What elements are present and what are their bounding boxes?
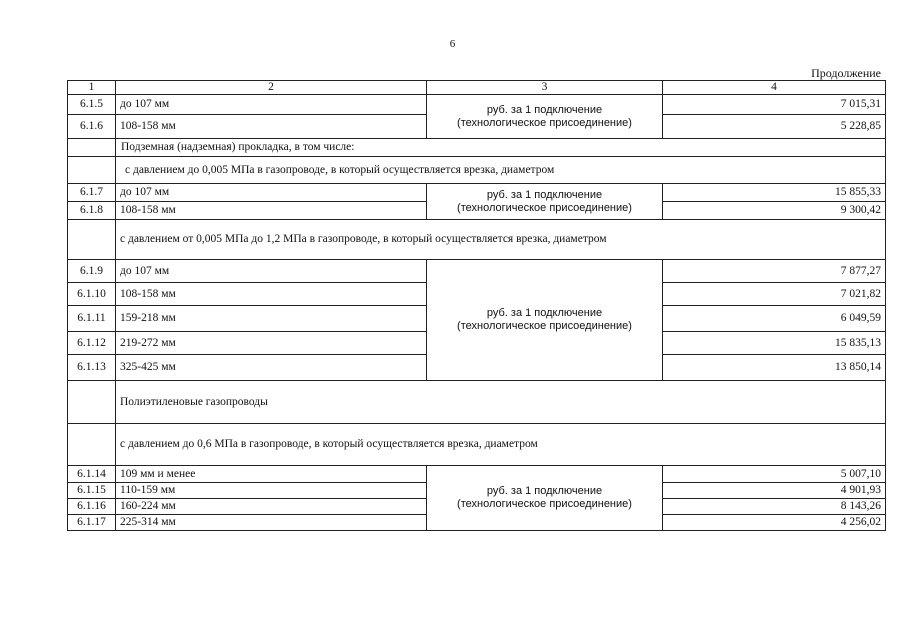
table-row bbox=[68, 95, 886, 115]
column-header-1: 1 bbox=[68, 81, 116, 95]
item-description: 110-159 мм bbox=[116, 483, 427, 499]
item-description: 325-425 мм bbox=[116, 355, 427, 381]
item-number: 6.1.17 bbox=[68, 515, 116, 531]
unit-cell bbox=[427, 260, 663, 381]
section-heading: Полиэтиленовые газопроводы bbox=[116, 381, 886, 424]
item-value: 7 021,82 bbox=[663, 283, 886, 306]
item-value: 8 143,26 bbox=[663, 499, 886, 515]
unit-cell bbox=[427, 95, 663, 139]
item-value: 4 901,93 bbox=[663, 483, 886, 499]
item-number: 6.1.10 bbox=[68, 283, 116, 306]
item-number: 6.1.15 bbox=[68, 483, 116, 499]
column-header-row bbox=[68, 81, 886, 95]
item-value: 15 835,13 bbox=[663, 332, 886, 355]
item-number: 6.1.7 bbox=[68, 184, 116, 202]
unit-line-2: (технологическое присоединение) bbox=[457, 201, 632, 214]
subsection-heading: с давлением до 0,6 МПа в газопроводе, в который осуществляется врезка, диаметром bbox=[116, 424, 886, 466]
item-value: 7 015,31 bbox=[663, 95, 886, 115]
item-number: 6.1.12 bbox=[68, 332, 116, 355]
unit-line-1: руб. за 1 подключение bbox=[486, 103, 603, 116]
tariff-table bbox=[67, 80, 886, 531]
unit-line-1: руб. за 1 подключение bbox=[486, 188, 603, 201]
item-number: 6.1.16 bbox=[68, 499, 116, 515]
item-description: 108-158 мм bbox=[116, 202, 427, 220]
item-description: 109 мм и менее bbox=[116, 466, 427, 483]
item-value: 5 007,10 bbox=[663, 466, 886, 483]
item-description: 225-314 мм bbox=[116, 515, 427, 531]
table-row bbox=[68, 260, 886, 283]
item-description: 219-272 мм bbox=[116, 332, 427, 355]
item-value: 13 850,14 bbox=[663, 355, 886, 381]
unit-line-2: (технологическое присоединение) bbox=[457, 498, 632, 510]
item-value: 4 256,02 bbox=[663, 515, 886, 531]
item-value: 5 228,85 bbox=[663, 115, 886, 139]
item-number: 6.1.13 bbox=[68, 355, 116, 381]
unit-line-1: руб. за 1 подключение bbox=[486, 307, 603, 319]
section-row bbox=[68, 424, 886, 466]
unit-cell bbox=[427, 184, 663, 220]
item-value: 7 877,27 bbox=[663, 260, 886, 283]
table-row bbox=[68, 466, 886, 483]
item-value: 9 300,42 bbox=[663, 202, 886, 220]
item-number: 6.1.11 bbox=[68, 306, 116, 332]
continuation-label: Продолжение bbox=[811, 66, 881, 80]
unit-line-1: руб. за 1 подключение bbox=[486, 485, 603, 497]
table-row bbox=[68, 184, 886, 202]
item-description: 159-218 мм bbox=[116, 306, 427, 332]
section-row bbox=[68, 220, 886, 260]
subsection-heading: с давлением от 0,005 МПа до 1,2 МПа в газопроводе, в который осуществляется врезка, диаметром bbox=[116, 220, 886, 260]
subsection-heading: с давлением до 0,005 МПа в газопроводе, в который осуществляется врезка, диаметром bbox=[116, 157, 886, 184]
section-heading: Подземная (надземная) прокладка, в том числе: bbox=[116, 139, 886, 157]
column-header-3: 3 bbox=[427, 81, 663, 95]
unit-line-2: (технологическое присоединение) bbox=[457, 320, 632, 332]
item-value: 6 049,59 bbox=[663, 306, 886, 332]
item-description: до 107 мм bbox=[116, 95, 427, 115]
section-row bbox=[68, 139, 886, 157]
item-number: 6.1.14 bbox=[68, 466, 116, 483]
item-description: 108-158 мм bbox=[116, 283, 427, 306]
item-value: 15 855,33 bbox=[663, 184, 886, 202]
item-description: до 107 мм bbox=[116, 260, 427, 283]
section-row bbox=[68, 381, 886, 424]
column-header-4: 4 bbox=[663, 81, 886, 95]
column-header-2: 2 bbox=[116, 81, 427, 95]
unit-line-2: (технологическое присоединение) bbox=[457, 116, 632, 129]
page-number: 6 bbox=[449, 38, 456, 50]
item-number: 6.1.8 bbox=[68, 202, 116, 220]
item-description: 160-224 мм bbox=[116, 499, 427, 515]
item-description: до 107 мм bbox=[116, 184, 427, 202]
item-number: 6.1.5 bbox=[68, 95, 116, 115]
unit-cell bbox=[427, 466, 663, 531]
section-row bbox=[68, 157, 886, 184]
item-description: 108-158 мм bbox=[116, 115, 427, 139]
item-number: 6.1.6 bbox=[68, 115, 116, 139]
item-number: 6.1.9 bbox=[68, 260, 116, 283]
